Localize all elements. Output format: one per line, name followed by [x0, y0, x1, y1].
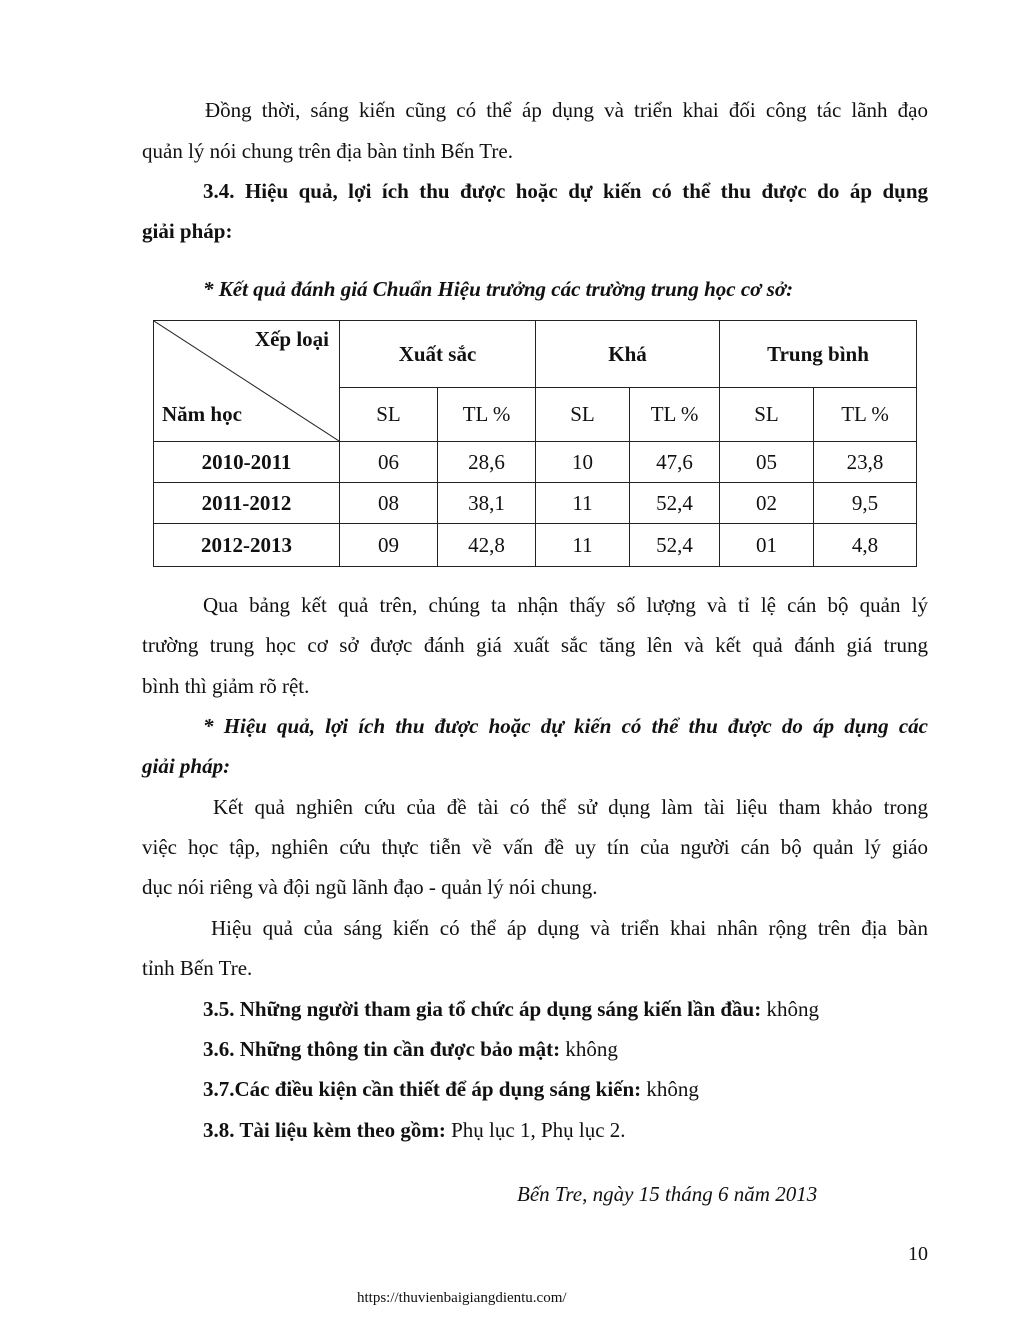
item-value: không: [641, 1077, 699, 1101]
paragraph-line: Hiệu quả của sáng kiến có thể áp dụng và triển khai nhân rộng trên địa bàn: [211, 916, 928, 940]
table-row: [154, 442, 917, 483]
item-value: Phụ lục 1, Phụ lục 2.: [445, 1118, 626, 1142]
column-subheader: TL %: [630, 388, 720, 442]
table-cell: 09: [340, 524, 438, 567]
results-table: [153, 320, 917, 567]
table-row: [154, 483, 917, 524]
column-subheader: SL: [340, 388, 438, 442]
paragraph-line: tỉnh Bến Tre.: [142, 956, 253, 980]
paragraph-line: trường trung học cơ sở được đánh giá xuất sắc tăng lên và kết quả đánh giá trung: [142, 633, 928, 657]
column-group-header: Khá: [536, 321, 720, 388]
table-cell: 06: [340, 442, 438, 483]
table-cell: 9,5: [814, 483, 917, 524]
item-3-7: [203, 1075, 699, 1103]
table-cell: 38,1: [438, 483, 536, 524]
table-cell: 4,8: [814, 524, 917, 567]
table-cell: 23,8: [814, 442, 917, 483]
table-row: [154, 524, 917, 567]
column-subheader: TL %: [814, 388, 917, 442]
item-label: 3.7.Các điều kiện cần thiết để áp dụng sáng kiến:: [203, 1077, 642, 1101]
column-subheader: SL: [720, 388, 814, 442]
table-cell: 11: [536, 524, 630, 567]
item-3-5: [203, 995, 819, 1023]
paragraph-line: quản lý nói chung trên địa bàn tỉnh Bến Tre.: [142, 139, 513, 163]
paragraph-line: bình thì giảm rõ rệt.: [142, 674, 310, 698]
section-heading-effectiveness-cont: giải pháp:: [142, 754, 231, 778]
item-value: không: [761, 997, 819, 1021]
table-cell: 01: [720, 524, 814, 567]
table-caption: * Kết quả đánh giá Chuẩn Hiệu trưởng các trường trung học cơ sở:: [203, 277, 794, 301]
item-label: 3.5. Những người tham gia tổ chức áp dụng sáng kiến lần đầu:: [203, 997, 762, 1021]
item-3-8: [203, 1116, 626, 1144]
column-group-header: Xuất sắc: [340, 321, 536, 388]
table-cell: 28,6: [438, 442, 536, 483]
paragraph-line: việc học tập, nghiên cứu thực tiễn về vấn đề uy tín của người cán bộ quản lý giáo: [142, 835, 928, 859]
item-3-6: [203, 1035, 618, 1063]
section-heading-3-4-cont: giải pháp:: [142, 219, 233, 243]
table-corner-cell: [154, 321, 340, 442]
table-cell: 02: [720, 483, 814, 524]
corner-label-year: Năm học: [162, 402, 242, 426]
paragraph-line: dục nói riêng và đội ngũ lãnh đạo - quản lý nói chung.: [142, 875, 598, 899]
paragraph-line: Kết quả nghiên cứu của đề tài có thể sử dụng làm tài liệu tham khảo trong: [213, 795, 928, 819]
table-cell: 08: [340, 483, 438, 524]
column-subheader: TL %: [438, 388, 536, 442]
table-cell: 05: [720, 442, 814, 483]
signature-date: Bến Tre, ngày 15 tháng 6 năm 2013: [517, 1182, 818, 1206]
table-cell: 47,6: [630, 442, 720, 483]
section-heading-3-4: 3.4. Hiệu quả, lợi ích thu được hoặc dự kiến có thể thu được do áp dụng: [203, 179, 928, 203]
item-label: 3.6. Những thông tin cần được bảo mật:: [203, 1037, 561, 1061]
item-value: không: [560, 1037, 618, 1061]
table-cell: 11: [536, 483, 630, 524]
table-cell: 52,4: [630, 524, 720, 567]
section-heading-effectiveness: * Hiệu quả, lợi ích thu được hoặc dự kiến có thể thu được do áp dụng các: [203, 714, 928, 738]
column-group-header: Trung bình: [720, 321, 917, 388]
paragraph-line: Qua bảng kết quả trên, chúng ta nhận thấy số lượng và tỉ lệ cán bộ quản lý: [203, 593, 928, 617]
column-subheader: SL: [536, 388, 630, 442]
footer-url-link[interactable]: https://thuvienbaigiangdientu.com/: [357, 1290, 567, 1306]
page-number: 10: [908, 1243, 928, 1265]
corner-label-rank: Xếp loại: [254, 327, 329, 351]
table-cell: 52,4: [630, 483, 720, 524]
row-year: 2011-2012: [154, 483, 340, 524]
paragraph-line: Đồng thời, sáng kiến cũng có thể áp dụng và triển khai đối công tác lãnh đạo: [205, 98, 928, 122]
item-label: 3.8. Tài liệu kèm theo gồm:: [203, 1118, 446, 1142]
table-cell: 42,8: [438, 524, 536, 567]
row-year: 2010-2011: [154, 442, 340, 483]
row-year: 2012-2013: [154, 524, 340, 567]
table-cell: 10: [536, 442, 630, 483]
